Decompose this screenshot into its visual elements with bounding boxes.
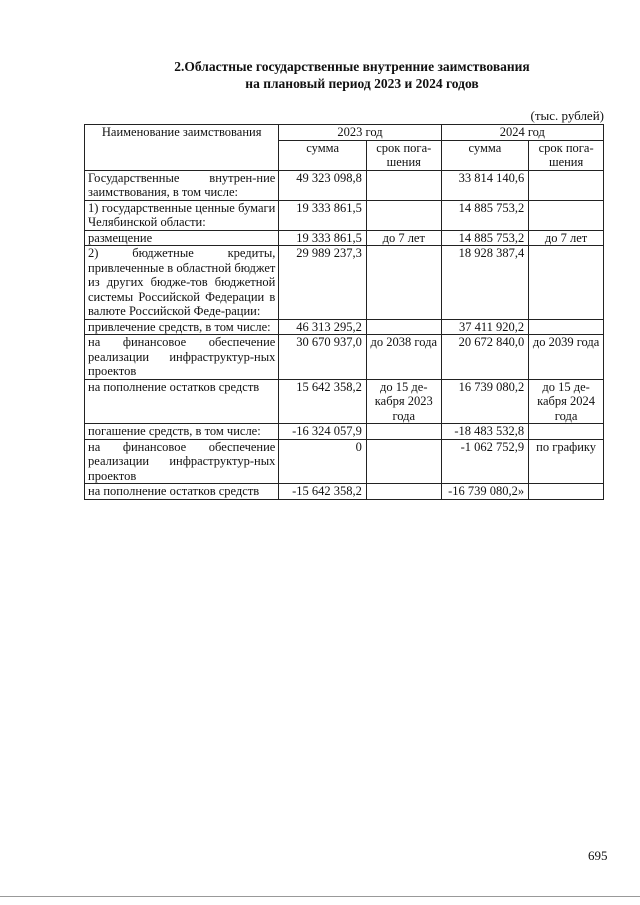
cell-name: 1) государственные ценные бумаги Челябинской области: (85, 200, 279, 230)
cell-term-2024 (529, 246, 604, 320)
table-row (85, 170, 604, 200)
cell-sum-2024: -1 062 752,9 (441, 439, 529, 484)
table-row (85, 200, 604, 230)
cell-sum-2024: 37 411 920,2 (441, 319, 529, 335)
cell-sum-2023: 49 323 098,8 (279, 170, 367, 200)
cell-term-2023 (366, 424, 441, 440)
cell-sum-2024: 14 885 753,2 (441, 200, 529, 230)
cell-sum-2024: 18 928 387,4 (441, 246, 529, 320)
cell-sum-2024: -16 739 080,2» (441, 484, 529, 500)
table-row (85, 484, 604, 500)
cell-sum-2023: 46 313 295,2 (279, 319, 367, 335)
header-name: Наименование заимствования (85, 125, 279, 171)
header-sum-2023: сумма (279, 140, 367, 170)
cell-term-2023: до 2038 года (366, 335, 441, 380)
cell-term-2023 (366, 439, 441, 484)
cell-sum-2023: -16 324 057,9 (279, 424, 367, 440)
cell-term-2023 (366, 319, 441, 335)
header-row-years (85, 125, 604, 141)
cell-sum-2024: 16 739 080,2 (441, 379, 529, 424)
header-term-2023: срок пога-шения (366, 140, 441, 170)
cell-sum-2023: 29 989 237,3 (279, 246, 367, 320)
cell-term-2024 (529, 170, 604, 200)
cell-sum-2024: 20 672 840,0 (441, 335, 529, 380)
title-line-1: 2.Областные государственные внутренние заимствования (174, 59, 530, 74)
cell-sum-2023: 15 642 358,2 (279, 379, 367, 424)
cell-sum-2023: -15 642 358,2 (279, 484, 367, 500)
cell-term-2023: до 15 де-кабря 2023 года (366, 379, 441, 424)
cell-term-2023 (366, 170, 441, 200)
cell-name: Государственные внутрен-ние заимствования, в том числе: (85, 170, 279, 200)
cell-name: на финансовое обеспечение реализации инфраструктур-ных проектов (85, 439, 279, 484)
units-label: (тыс. рублей) (530, 108, 604, 123)
title-line-2: на плановый период 2023 и 2024 годов (245, 76, 479, 91)
cell-sum-2024: 14 885 753,2 (441, 230, 529, 246)
cell-term-2024 (529, 484, 604, 500)
table-row (85, 439, 604, 484)
cell-sum-2023: 30 670 937,0 (279, 335, 367, 380)
document-title (0, 58, 640, 92)
table-row (85, 230, 604, 246)
cell-term-2023: до 7 лет (366, 230, 441, 246)
cell-name: 2) бюджетные кредиты, привлеченные в областной бюджет из других бюдже-тов бюджетной системы Российской Федерации в валюте Российской Феде-рации: (85, 246, 279, 320)
cell-term-2024: до 7 лет (529, 230, 604, 246)
cell-name: размещение (85, 230, 279, 246)
page-number: 695 (588, 848, 608, 863)
cell-sum-2023: 0 (279, 439, 367, 484)
cell-term-2024 (529, 424, 604, 440)
cell-sum-2024: -18 483 532,8 (441, 424, 529, 440)
bottom-rule (0, 896, 640, 897)
table-row (85, 379, 604, 424)
cell-name: погашение средств, в том числе: (85, 424, 279, 440)
table-row (85, 319, 604, 335)
cell-term-2024: по графику (529, 439, 604, 484)
cell-name: на финансовое обеспечение реализации инфраструктур-ных проектов (85, 335, 279, 380)
cell-term-2024 (529, 200, 604, 230)
cell-term-2023 (366, 484, 441, 500)
table-row (85, 246, 604, 320)
cell-term-2024: до 2039 года (529, 335, 604, 380)
header-term-2024: срок пога-шения (529, 140, 604, 170)
cell-term-2024: до 15 де-кабря 2024 года (529, 379, 604, 424)
header-year-2023: 2023 год (279, 125, 441, 141)
cell-name: на пополнение остатков средств (85, 484, 279, 500)
cell-sum-2024: 33 814 140,6 (441, 170, 529, 200)
cell-name: на пополнение остатков средств (85, 379, 279, 424)
borrowings-table (84, 124, 604, 500)
header-year-2024: 2024 год (441, 125, 603, 141)
cell-sum-2023: 19 333 861,5 (279, 200, 367, 230)
cell-name: привлечение средств, в том числе: (85, 319, 279, 335)
cell-term-2024 (529, 319, 604, 335)
table-row (85, 335, 604, 380)
table-row (85, 424, 604, 440)
cell-term-2023 (366, 246, 441, 320)
cell-sum-2023: 19 333 861,5 (279, 230, 367, 246)
cell-term-2023 (366, 200, 441, 230)
header-sum-2024: сумма (441, 140, 529, 170)
table-body (85, 170, 604, 499)
